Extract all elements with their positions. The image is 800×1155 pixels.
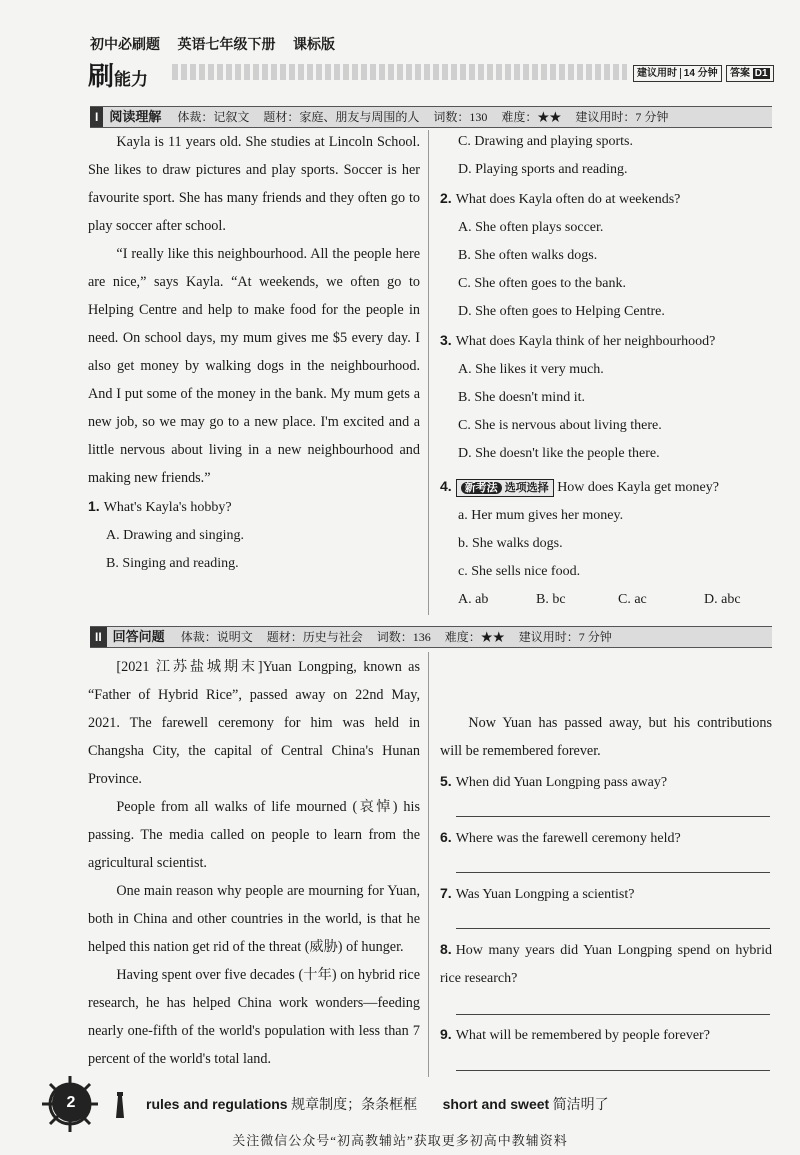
passage-paragraph <box>88 653 420 793</box>
option-c: C. She often goes to the bank. <box>458 276 626 291</box>
section1-bar <box>90 106 772 128</box>
option-a: A. She likes it very much. <box>458 362 604 377</box>
bottom-note: 关注微信公众号“初高教辅站”获取更多初高中教辅资料 <box>232 1133 568 1148</box>
answer-line[interactable] <box>456 872 770 873</box>
new-method-tag <box>456 479 554 497</box>
question-text: What does Kayla think of her neighbourhood? <box>455 334 716 349</box>
time-value: 14 分钟 <box>680 68 718 79</box>
phrase2-cn: 简洁明了 <box>552 1098 609 1113</box>
section1-genre: 体裁：记叙文 <box>177 110 250 124</box>
phrase1-en: rules and regulations <box>146 1096 288 1112</box>
passage-paragraph: Having spent over five decades (十年) on hybrid rice research, he has helped China work wonders—feeding nearly one-fifth of the world's population with less than 7 percent of the world's total land. <box>88 967 420 1067</box>
question-number: 9. <box>440 1026 452 1042</box>
question-6 <box>440 823 772 853</box>
passage-paragraph: One main reason why people are mourning for Yuan, both in China and other countries in the world, is that he helped this nation get rid of the threat (威胁) of hunger. <box>88 883 420 955</box>
option-a: A. Drawing and singing. <box>106 528 245 543</box>
brush-char: 刷 <box>88 62 115 91</box>
section1-passage <box>88 128 420 578</box>
section1-number: I <box>90 107 103 127</box>
phrase2-en: short and sweet <box>442 1096 550 1112</box>
decorative-band <box>172 64 627 80</box>
passage-source: [2021 江苏盐城期末] <box>116 659 263 675</box>
question-text: What does Kayla often do at weekends? <box>455 192 681 207</box>
option-b: B. She doesn't mind it. <box>458 390 585 405</box>
passage-paragraph: “I really like this neighbourhood. All the people here are nice,” says Kayla. “At weekends, we often go to Helping Centre and help to make food for the people in need. On school days, my mum gives me $5 every day. I also get money by walking dogs in the neighbourhood. And I put some of the money in the bank. My mum gets a new job, so we may go to a new place. I'm excited and a little nervous about living in a new neighbourhood and making new friends.” <box>88 246 420 486</box>
option-d: D. She doesn't like the people there. <box>458 446 660 461</box>
option-c: C. She is nervous about living there. <box>458 418 662 433</box>
question-number: 3. <box>440 332 452 348</box>
answer-label: 答案 <box>730 68 750 79</box>
option-a: A. She often plays soccer. <box>458 220 604 235</box>
series-name: 初中必刷题 <box>90 38 160 53</box>
passage-paragraph: Now Yuan has passed away, but his contributions will be remembered forever. <box>440 715 772 759</box>
question-number: 8. <box>440 941 452 957</box>
q4-options <box>440 586 776 614</box>
question-number: 4. <box>440 478 452 494</box>
passage-paragraph: Kayla is 11 years old. She studies at Lincoln School. She likes to draw pictures and play sports. Soccer is her favourite sport. She has many friends and they often go to play soccer after school. <box>88 134 420 234</box>
option-d: D. Playing sports and reading. <box>458 162 628 177</box>
ability-label: 能力 <box>114 70 149 89</box>
answer-line[interactable] <box>456 1070 770 1071</box>
section2-genre: 体裁：说明文 <box>180 630 253 644</box>
column-divider <box>428 652 429 1077</box>
lighthouse-icon <box>108 1090 132 1120</box>
new-method-type: 选项选择 <box>504 482 549 494</box>
question-text: Where was the farewell ceremony held? <box>455 831 681 846</box>
passage-text: Yuan Longping, known as “Father of Hybrid Rice”, passed away on 22nd May, 2021. The farewell ceremony for him was held in Changsha City, the capital of Central China's Hunan Province. <box>88 659 420 787</box>
option-d: D. abc <box>704 592 741 607</box>
question-1 <box>88 492 420 522</box>
answer-line[interactable] <box>456 1014 770 1015</box>
question-2 <box>440 184 776 214</box>
new-method-label: 新考法 <box>461 482 502 494</box>
question-text: What will be remembered by people forever? <box>455 1028 710 1043</box>
section2-topic: 题材：历史与社会 <box>266 630 363 644</box>
option-c: C. Drawing and playing sports. <box>458 134 633 149</box>
question-text: How does Kayla get money? <box>557 480 719 495</box>
question-4 <box>440 472 776 502</box>
answer-line[interactable] <box>456 928 770 929</box>
section2-passage <box>88 653 420 1073</box>
section2-bar <box>90 626 772 648</box>
passage-paragraph: People from all walks of life mourned (哀悼) his passing. The media called on people to learn from the agricultural scientist. <box>88 799 420 871</box>
question-text: When did Yuan Longping pass away? <box>455 775 668 790</box>
answer-code: D1 <box>754 68 768 79</box>
option-a: A. ab <box>458 592 489 607</box>
answer-tag <box>726 65 774 82</box>
section2-number: II <box>90 627 107 647</box>
question-text: What's Kayla's hobby? <box>103 500 232 515</box>
section2-words: 词数：136 <box>376 630 431 644</box>
option-b: B. She often walks dogs. <box>458 248 598 263</box>
question-text: Was Yuan Longping a scientist? <box>455 887 635 902</box>
item-b: b. She walks dogs. <box>458 536 563 551</box>
question-5 <box>440 767 772 797</box>
question-3 <box>440 326 776 356</box>
question-7 <box>440 879 772 909</box>
footer-phrases <box>146 1094 609 1114</box>
item-c: c. She sells nice food. <box>458 564 581 579</box>
option-b: B. Singing and reading. <box>106 556 239 571</box>
section-heading <box>88 56 148 93</box>
option-b: B. bc <box>536 592 566 607</box>
question-number: 7. <box>440 885 452 901</box>
section1-time: 建议用时：7 分钟 <box>575 110 669 124</box>
question-8 <box>440 935 772 993</box>
section1-words: 词数：130 <box>433 110 488 124</box>
section2-right <box>440 653 772 765</box>
section2-time: 建议用时：7 分钟 <box>518 630 612 644</box>
answer-line[interactable] <box>456 816 770 817</box>
time-label: 建议用时 <box>637 68 677 79</box>
phrase1-cn: 规章制度；条条框框 <box>291 1098 418 1113</box>
book-header <box>90 34 349 54</box>
column-divider <box>428 130 429 615</box>
subject-name: 英语七年级下册 <box>177 38 276 53</box>
section1-difficulty: 难度：★★ <box>501 110 562 124</box>
question-text: How many years did Yuan Longping spend on hybrid rice research? <box>440 943 772 986</box>
question-number: 5. <box>440 773 452 789</box>
section1-topic: 题材：家庭、朋友与周围的人 <box>263 110 420 124</box>
question-number: 2. <box>440 190 452 206</box>
option-c: C. ac <box>618 592 647 607</box>
item-a: a. Her mum gives her money. <box>458 508 624 523</box>
time-tag <box>633 65 722 82</box>
question-9 <box>440 1020 772 1050</box>
section1-title: 阅读理解 <box>109 109 162 124</box>
edition-name: 课标版 <box>293 38 335 53</box>
option-d: D. She often goes to Helping Centre. <box>458 304 665 319</box>
question-number: 6. <box>440 829 452 845</box>
page-number: 2 <box>52 1084 90 1122</box>
section2-difficulty: 难度：★★ <box>444 630 505 644</box>
section1-questions <box>440 128 776 614</box>
section2-title: 回答问题 <box>112 629 165 644</box>
question-number: 1. <box>88 498 100 514</box>
